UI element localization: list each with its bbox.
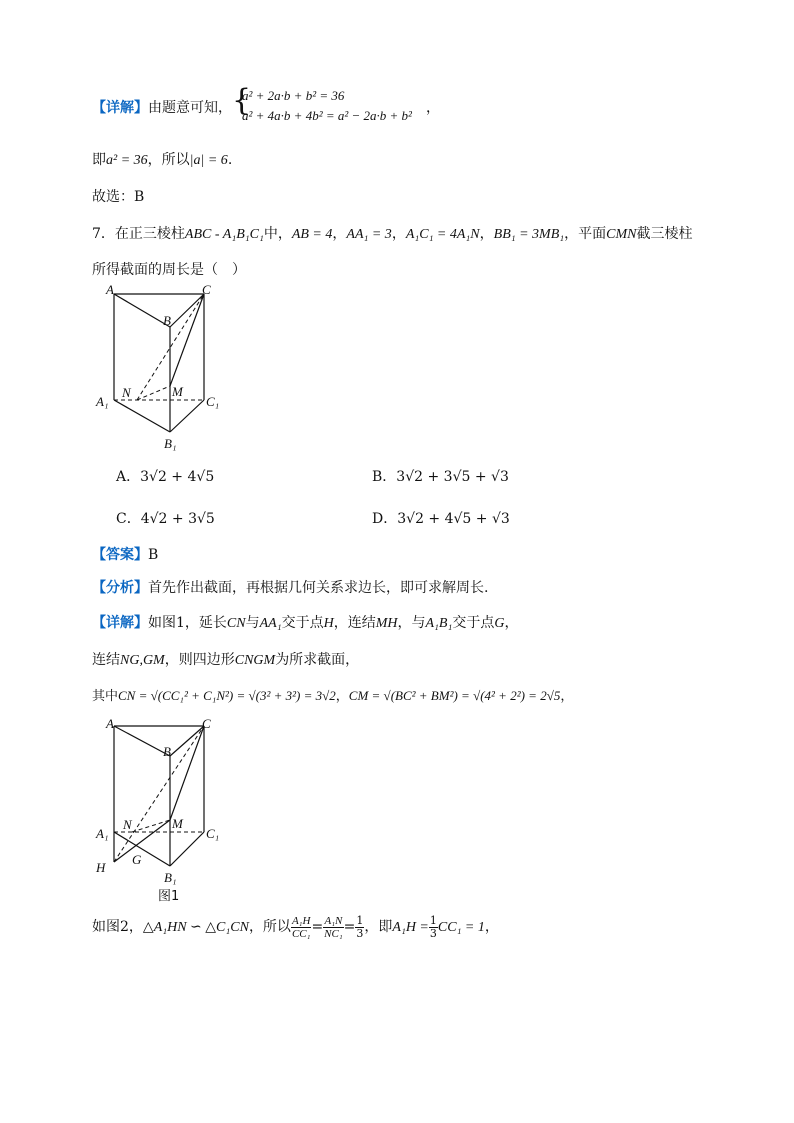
detail-line-2: 连结NG,GM，则四边形CNGM为所求截面， — [92, 652, 360, 668]
result-eq1: a² = 36 — [106, 153, 148, 168]
prev-answer-line: 故选：B — [92, 189, 145, 205]
fraction-3: $\frac{1}{3}$ — [356, 913, 364, 940]
equation-2: a² + 4a·b + 4b² = a² − 2a·b + b² — [242, 108, 412, 123]
similar-triangles: △A₁HN ∽ △C₁CN — [142, 920, 249, 935]
option-a: A．3√2 + 4√5 — [116, 469, 215, 485]
option-d: D．3√2 + 4√5 + √3 — [372, 511, 510, 527]
result-eq2: |a| = 6 — [189, 153, 228, 168]
equation-1: a² + 2a·b + b² = 36 — [242, 88, 345, 103]
fig1-label-A: A — [106, 282, 114, 297]
equation-end: ， — [426, 100, 440, 116]
fig2-label-A1: A₁ — [96, 826, 109, 841]
prism-figure — [88, 282, 238, 452]
fig1-label-M: M — [172, 384, 183, 399]
option-b: B．3√2 + 3√5 + √3 — [372, 469, 509, 485]
cm-length: CM = √(BC² + BM²) = √(4² + 2²) = 2√5 — [348, 688, 561, 703]
fig2-label-C1: C₁ — [206, 826, 220, 841]
fig1-label-N: N — [122, 385, 131, 400]
condition-2: AA₁ = 3 — [346, 227, 392, 242]
fig1-label-C1: C₁ — [206, 394, 220, 409]
fig2-label-H: H — [96, 860, 106, 875]
answer-tag: 【答案】 — [92, 547, 148, 563]
condition-4: BB₁ = 3MB₁ — [493, 227, 565, 242]
option-c: C．4√2 + 3√5 — [116, 511, 215, 527]
condition-1: AB = 4 — [291, 227, 333, 242]
detail-intro: 由题意可知， — [148, 100, 232, 116]
condition-3: A₁C₁ = 4A₁N — [405, 227, 480, 242]
fraction-1: $\frac{\text{A₁H}}{\text{CC₁}}$ — [291, 914, 311, 940]
detail-tag-2: 【详解】 — [92, 615, 148, 631]
fig1-label-B: B — [163, 313, 171, 328]
fig1-label-B1: B₁ — [164, 436, 177, 451]
detail-tag: 【详解】 — [92, 100, 148, 116]
answer-value: B — [148, 547, 159, 563]
question-number: 7． — [92, 226, 115, 242]
detail-line-3: 其中CN = √(CC₁² + C₁N²) = √(3² + 3²) = 3√2，CM = √(BC² + BM²) = √(4² + 2²) = 2√5， — [92, 688, 574, 704]
prev-detail-line — [92, 98, 232, 118]
analysis-line — [92, 578, 488, 598]
fig2-label-C: C — [202, 716, 211, 731]
fig2-label-A: A — [106, 716, 114, 731]
fig1-label-C: C — [202, 282, 211, 297]
question-7-line1: 7．在正三棱柱ABC - A₁B₁C₁中，AB = 4，AA₁ = 3，A₁C₁ = 4A₁N，BB₁ = 3MB₁，平面CMN截三棱柱 — [92, 226, 693, 242]
detail-line-4: 如图2，△A₁HN ∽ △C₁CN，所以 $\frac{\text{A₁H}}{\text{CC₁}}$ = $\frac{\text{A₁N}}{\text{NC₁}}$ = $\frac{1}{3}$ ，即A₁H = $\frac{1}{3}$ CC₁ = 1， — [92, 913, 499, 940]
fig2-label-M: M — [172, 816, 183, 831]
fig2-label-N: N — [123, 817, 132, 832]
fraction-4: $\frac{1}{3}$ — [429, 913, 437, 940]
analysis-tag: 【分析】 — [92, 580, 148, 596]
prism-name: ABC - A₁B₁C₁ — [184, 227, 264, 242]
section-figure — [88, 712, 238, 907]
fig1-label-A1: A₁ — [96, 394, 109, 409]
prev-result-line: 即a² = 36，所以|a| = 6. — [92, 152, 233, 168]
question-7-line2: 所得截面的周长是（ ） — [92, 262, 246, 278]
fig2-label-B1: B₁ — [164, 870, 177, 885]
analysis-text: 首先作出截面，再根据几何关系求边长，即可求解周长. — [148, 580, 489, 596]
cn-length: CN = √(CC₁² + C₁N²) = √(3² + 3²) = 3√2 — [118, 688, 336, 703]
answer-line — [92, 545, 158, 565]
detail-line-1: 【详解】如图1，延长CN与AA₁交于点H，连结MH，与A₁B₁交于点G， — [92, 615, 519, 631]
figure-caption: 图1 — [158, 889, 180, 904]
fig2-label-G: G — [132, 852, 142, 867]
fig2-label-B: B — [163, 744, 171, 759]
fraction-2: $\frac{\text{A₁N}}{\text{NC₁}}$ — [324, 914, 343, 940]
plane-name: CMN — [606, 227, 637, 242]
